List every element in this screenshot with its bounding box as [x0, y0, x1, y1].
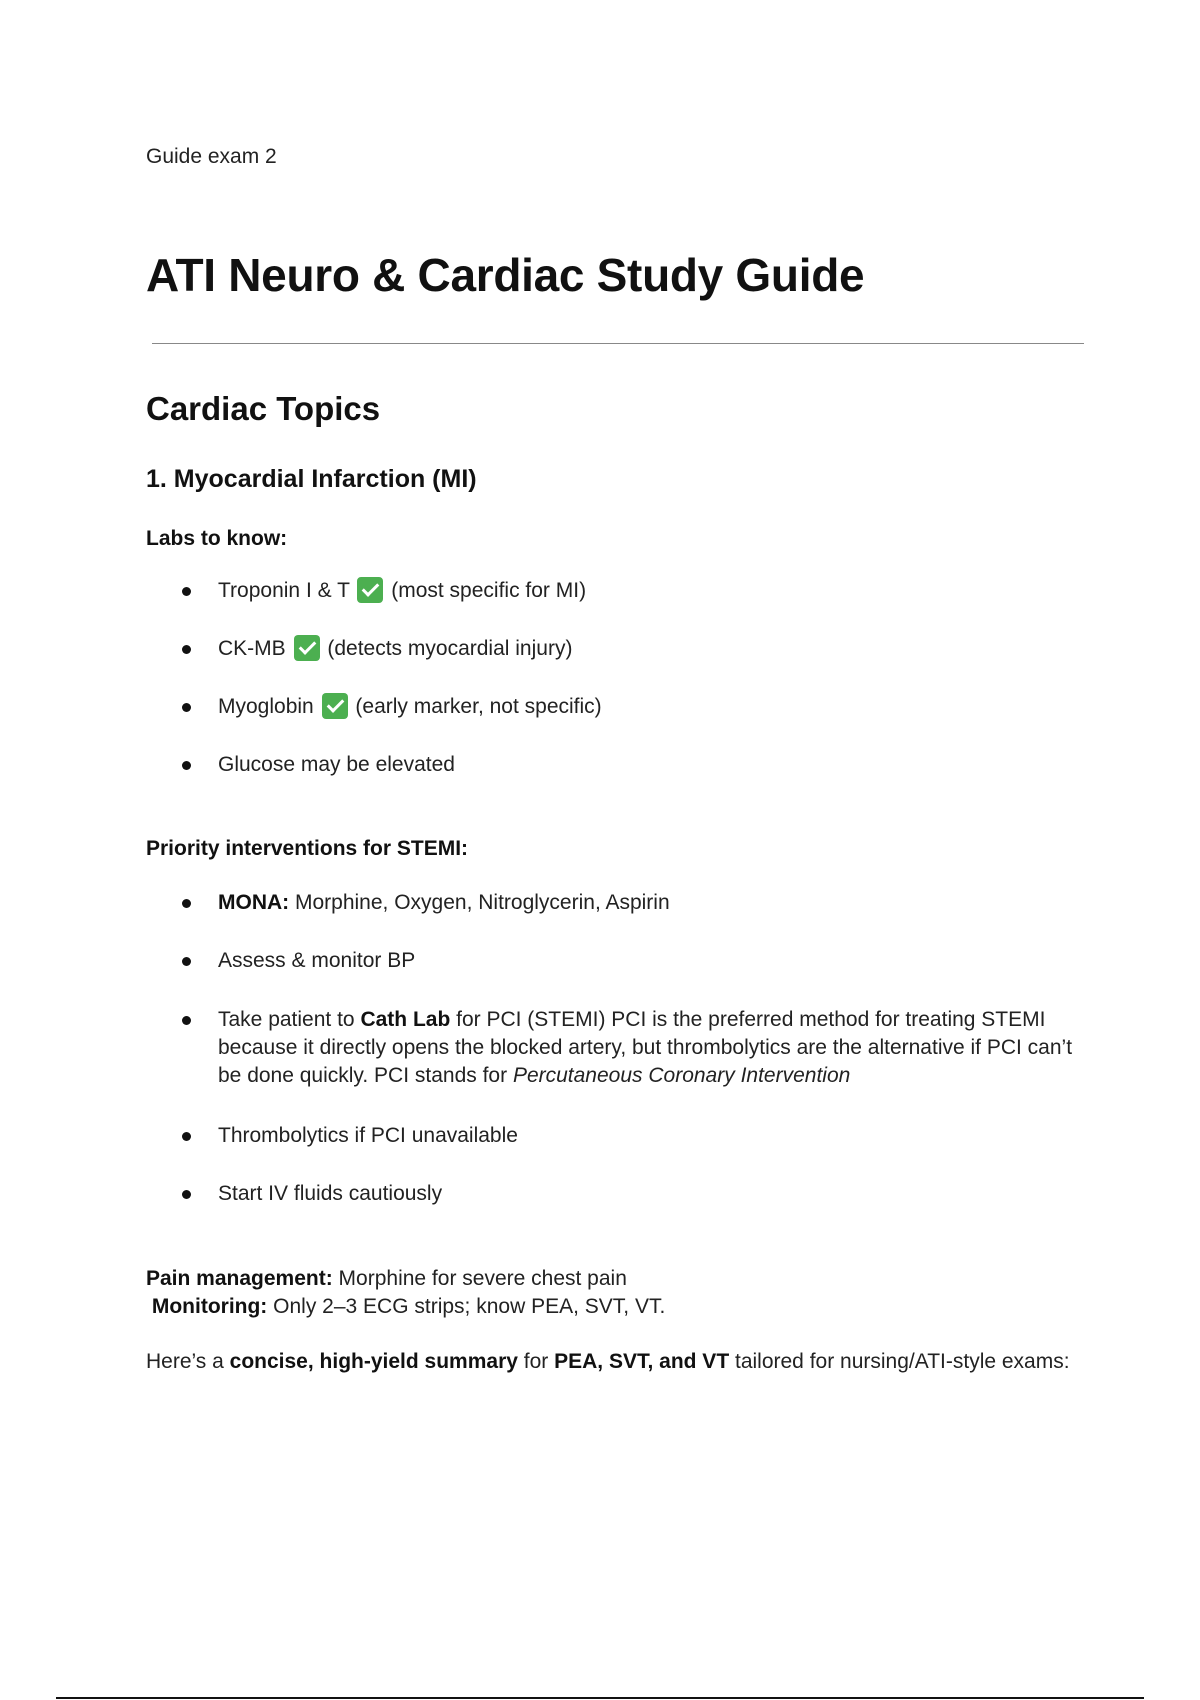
- check-mark-icon: [322, 693, 348, 719]
- lab-name: Myoglobin: [218, 695, 314, 718]
- lab-name: Troponin I & T: [218, 579, 350, 602]
- bullet-dot-icon: [182, 1190, 191, 1199]
- lab-text: Glucose may be elevated: [218, 753, 455, 776]
- pci-definition: Percutaneous Coronary Intervention: [512, 1064, 851, 1087]
- check-mark-icon: [357, 577, 383, 603]
- summary-post: tailored for nursing/ATI-style exams:: [729, 1350, 1070, 1373]
- cath-post: for PCI (STEMI) PCI is the preferred method for treating STEMI because it directly opens the blocked artery, but thrombolytics are the alternative if PCI can’t be done quickly. PCI stands for: [218, 1008, 1073, 1087]
- monitoring-label: Monitoring:: [151, 1295, 268, 1318]
- thrombolytics-text: Thrombolytics if PCI unavailable: [218, 1124, 518, 1147]
- mona-text: Morphine, Oxygen, Nitroglycerin, Aspirin: [289, 891, 670, 914]
- bullet-dot-icon: [182, 587, 191, 596]
- bullet-dot-icon: [182, 703, 191, 712]
- page-bottom-divider: [56, 1697, 1144, 1699]
- lab-note: (detects myocardial injury): [327, 637, 573, 660]
- summary-bold-1: concise, high-yield summary: [229, 1350, 518, 1373]
- lab-note: (early marker, not specific): [355, 695, 602, 718]
- assess-text: Assess & monitor BP: [218, 949, 416, 972]
- topic-title: 1. Myocardial Infarction (MI): [146, 465, 477, 493]
- lab-note: (most specific for MI): [391, 579, 587, 602]
- bullet-dot-icon: [182, 957, 191, 966]
- section-title: Cardiac Topics: [146, 390, 381, 427]
- mona-label: MONA:: [218, 891, 290, 914]
- bullet-dot-icon: [182, 761, 191, 770]
- labs-label: Labs to know:: [146, 527, 288, 550]
- pain-paragraph: [146, 1265, 1086, 1321]
- bullet-dot-icon: [182, 1132, 191, 1141]
- cath-pre: Take patient to: [218, 1008, 361, 1031]
- pain-label: Pain management:: [146, 1267, 333, 1290]
- document-title: ATI Neuro & Cardiac Study Guide: [146, 249, 865, 301]
- bullet-dot-icon: [182, 645, 191, 654]
- title-divider: [152, 343, 1084, 344]
- bullet-dot-icon: [182, 1016, 191, 1025]
- priority-label: Priority interventions for STEMI:: [146, 837, 469, 860]
- pain-text: Morphine for severe chest pain: [332, 1267, 627, 1290]
- summary-mid: for: [517, 1350, 555, 1373]
- cath-lab: Cath Lab: [360, 1008, 451, 1031]
- summary-pre: Here’s a: [146, 1350, 230, 1373]
- bullet-dot-icon: [182, 899, 191, 908]
- summary-paragraph: [146, 1348, 1086, 1376]
- summary-bold-2: PEA, SVT, and VT: [554, 1350, 730, 1373]
- lab-name: CK-MB: [218, 637, 286, 660]
- header-note: Guide exam 2: [146, 145, 277, 168]
- monitoring-text: Only 2–3 ECG strips; know PEA, SVT, VT.: [267, 1295, 666, 1318]
- fluids-text: Start IV fluids cautiously: [218, 1182, 443, 1205]
- check-mark-icon: [294, 635, 320, 661]
